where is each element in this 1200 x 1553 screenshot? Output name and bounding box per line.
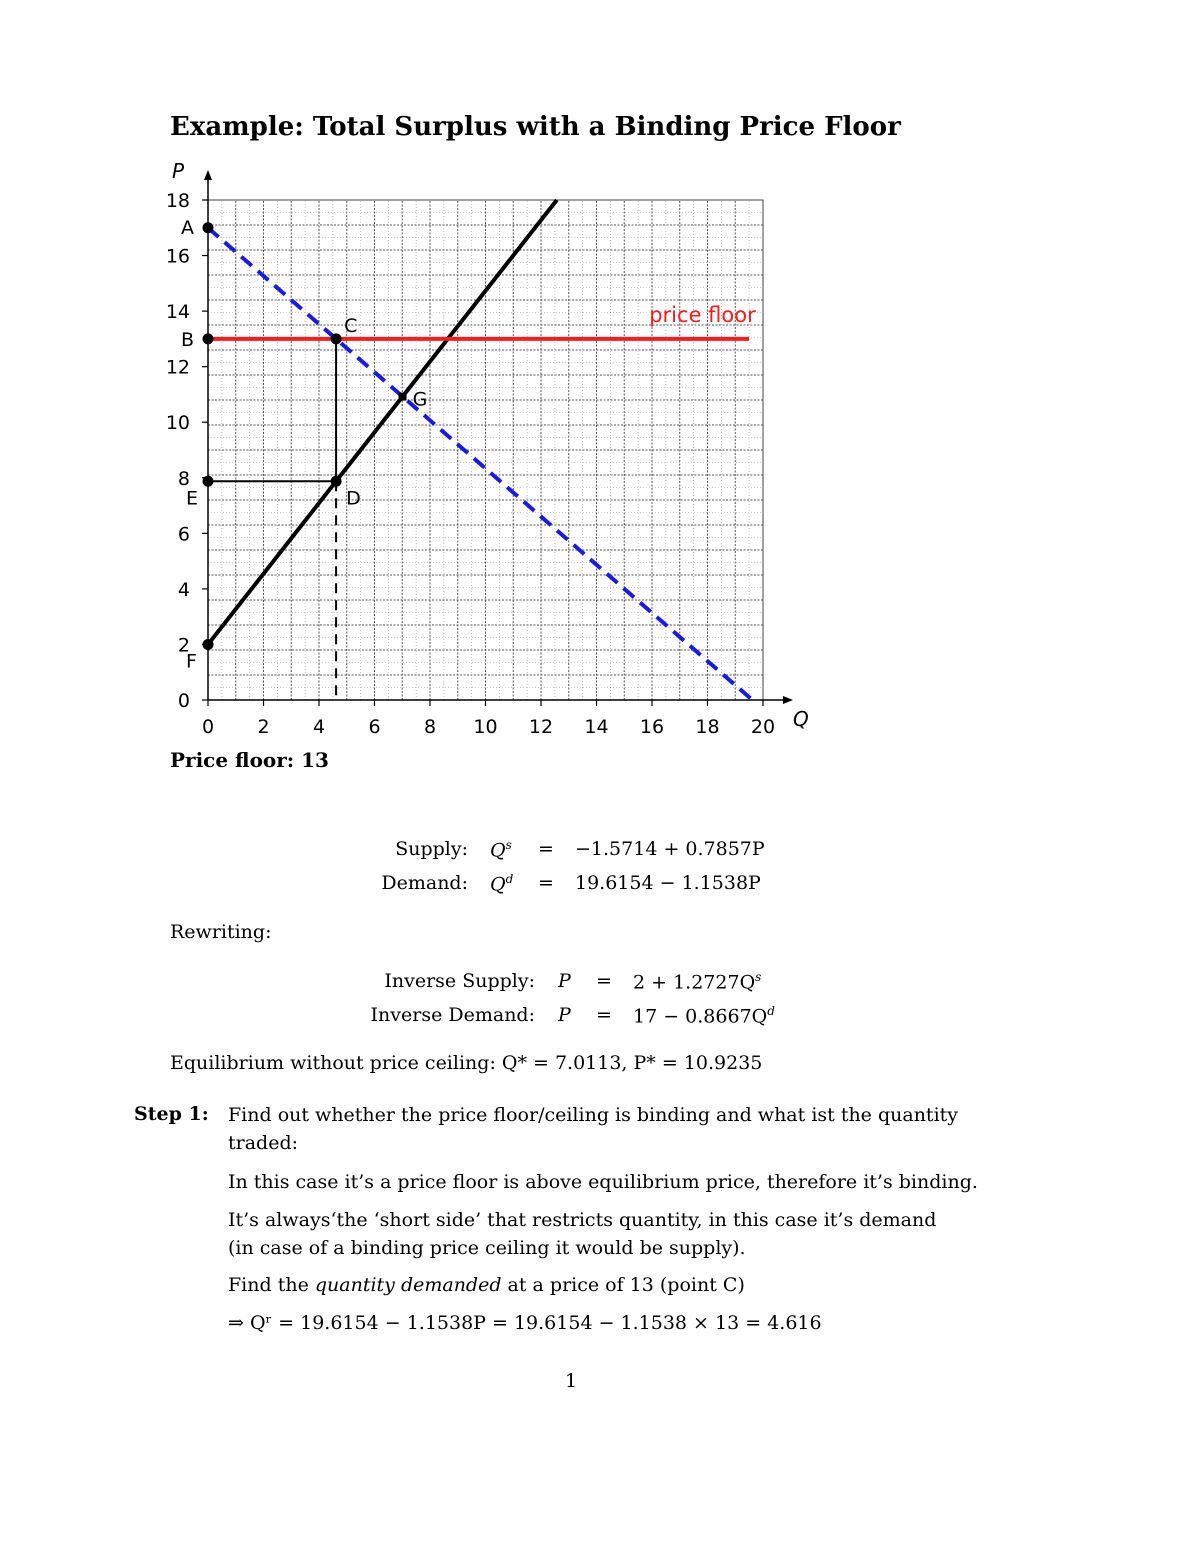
inverse-demand-equals: = [596, 1004, 612, 1026]
supply-rhs: −1.5714 + 0.7857P [575, 838, 765, 860]
point-g-marker [399, 393, 407, 401]
point-d-label: D [346, 487, 361, 510]
equilibrium-text: Equilibrium without price ceiling: Q* = 7.0113, P* = 10.9235 [170, 1052, 763, 1074]
inverse-supply-rhs: $2 + 1.2727Q^s$ [633, 970, 762, 994]
demand-rhs: 19.6154 − 1.1538P [575, 872, 761, 894]
x-tick-label: 4 [312, 716, 326, 738]
x-tick-label: 14 [584, 716, 609, 738]
y-tick-label: 0 [177, 690, 190, 712]
point-g-label: G [412, 388, 428, 411]
point-e-marker [203, 476, 214, 487]
point-a-marker [203, 222, 214, 233]
step1-label: Step 1: [134, 1103, 209, 1125]
step1-line1: Find out whether the price floor/ceiling is binding and what ist the quantity [228, 1104, 959, 1126]
inverse-demand-label: Inverse Demand: [370, 1004, 535, 1026]
x-tick-label: 0 [201, 716, 215, 738]
demand-symbol: $Q^d$ [490, 872, 514, 896]
y-tick-label: 10 [165, 412, 190, 435]
step1-line6: Find the quantity demanded at a price of 13 (point C) [228, 1274, 745, 1296]
supply-symbol: $Q^s$ [490, 838, 512, 862]
y-tick-label: 18 [165, 190, 190, 212]
series-line-0 [208, 200, 557, 644]
price-floor-label: price floor [649, 303, 756, 328]
point-c-label: C [344, 314, 358, 337]
step1-body [228, 1101, 958, 1157]
inverse-demand-rhs: $17 - 0.8667Q^d$ [633, 1004, 775, 1028]
page-title: Example: Total Surplus with a Binding Price Floor [170, 112, 901, 142]
point-e-label: E [186, 487, 199, 510]
y-tick-label: 2 [177, 634, 190, 657]
chart-points [181, 217, 427, 673]
step1-line7: ⇒ Qʳ = 19.6154 − 1.1538P = 19.6154 − 1.1538 × 13 = 4.616 [228, 1312, 822, 1334]
step1-line4: It’s always‘the ‘short side’ that restricts quantity, in this case it’s demand [228, 1209, 937, 1231]
y-tick-label: 12 [165, 356, 190, 379]
supply-label: Supply: [395, 838, 468, 860]
inverse-supply-symbol: P [558, 970, 571, 992]
demand-equals: = [538, 872, 554, 894]
x-tick-label: 12 [528, 716, 554, 738]
supply-equals: = [538, 838, 554, 860]
x-tick-label: 8 [423, 716, 437, 738]
chart-axes [172, 159, 809, 731]
page-number: 1 [565, 1370, 578, 1392]
inverse-demand-symbol: P [558, 1004, 571, 1026]
point-c-marker [331, 333, 342, 344]
x-tick-label: 16 [639, 716, 665, 738]
point-b-marker [203, 333, 214, 344]
inverse-supply-equals: = [596, 970, 612, 992]
point-f-label: F [186, 650, 197, 673]
x-axis-label: Q [793, 707, 809, 731]
demand-label: Demand: [381, 872, 468, 894]
x-tick-label: 20 [750, 716, 776, 738]
y-tick-label: 6 [177, 523, 190, 546]
step1-line2: traded: [228, 1132, 299, 1154]
rewriting-label: Rewriting: [170, 921, 272, 943]
step1-line3: In this case it’s a price floor is above equilibrium price, therefore it’s binding. [228, 1171, 978, 1193]
chart-grid [208, 200, 763, 700]
x-tick-label: 18 [695, 716, 720, 738]
x-axis-arrow [783, 696, 793, 704]
price-floor-chart [150, 155, 830, 745]
y-tick-label: 16 [165, 245, 190, 268]
inverse-supply-label: Inverse Supply: [384, 970, 535, 992]
x-tick-label: 10 [473, 716, 498, 738]
point-b-label: B [181, 328, 195, 351]
y-tick-label: 14 [165, 301, 190, 324]
point-d-marker [331, 476, 342, 487]
point-f-marker [203, 639, 214, 650]
y-axis-label: P [172, 159, 185, 183]
x-tick-label: 6 [368, 716, 381, 738]
step1-line5: (in case of a binding price ceiling it would be supply). [228, 1237, 746, 1259]
price-floor-caption: Price floor: 13 [170, 748, 329, 772]
y-tick-label: 4 [177, 578, 190, 601]
point-a-label: A [181, 216, 194, 239]
x-tick-label: 2 [257, 716, 270, 738]
y-tick-label: 8 [177, 467, 190, 490]
y-axis-arrow [204, 170, 212, 180]
